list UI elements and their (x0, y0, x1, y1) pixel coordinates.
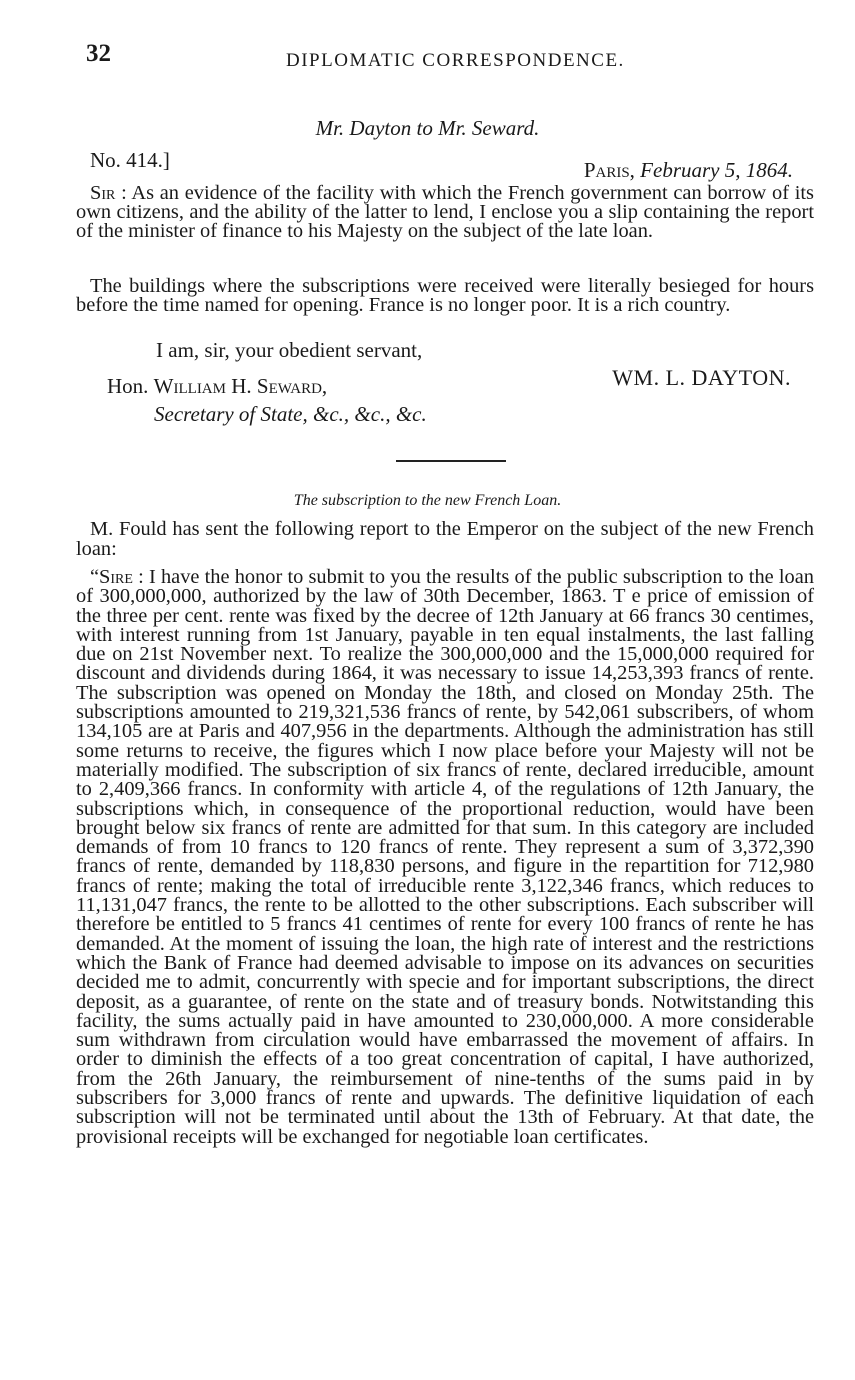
despatch-number: No. 414.] (90, 148, 170, 172)
addressee-name: William H. Seward, (153, 374, 328, 398)
section-divider (396, 460, 506, 462)
dateline (584, 158, 793, 183)
addressee (107, 374, 327, 399)
addressee-title: Secretary of State, &c., &c., &c. (154, 402, 427, 426)
salutation: Sir : (90, 182, 127, 204)
letter-paragraph-1 (76, 184, 814, 241)
enclosure-intro: M. Fould has sent the following report to the Emperor on the subject of the new French loan: (76, 518, 814, 560)
dateline-place: Paris, (583, 158, 635, 182)
letter-paragraph-1-text: As an evidence of the facility with which the French government can borrow of its own citizens, and the ability of the latter to lend, I enclose you a slip containing the report of the minister of finance to his Majesty on the subject of the late loan. (76, 182, 814, 243)
closing: I am, sir, your obedient servant, (156, 338, 423, 362)
report-salutation: “Sire : (90, 566, 144, 588)
addressee-prefix: Hon. (107, 374, 149, 398)
report-paragraph (76, 568, 814, 1147)
dateline-date: February 5, 1864. (640, 158, 793, 182)
letter-heading: Mr. Dayton to Mr. Seward. (315, 116, 540, 140)
enclosure-title: The subscription to the new French Loan. (293, 492, 562, 509)
signature: WM. L. DAYTON. (612, 365, 791, 390)
running-head: DIPLOMATIC CORRESPONDENCE. (286, 50, 625, 71)
page-number: 32 (86, 40, 111, 67)
letter-paragraph-2: The buildings where the subscriptions were received were literally besieged for hours before the time named for opening. France is no longer poor. It is a rich country. (76, 275, 814, 317)
report-body: I have the honor to submit to you the results of the public subscription to the loan of 300,000,000, authorized by the law of 30th December, 1863. T e price of emission of the three per cent. rente was fixed by the decree of 12th January at 66 francs 30 centimes, with interest running from 1st January, payable in ten equal instalments, the last falling due on 21st November next. To realize the 300,000,000 and the 15,000,000 required for discount and dividends during 1864, it was necessary to issue 14,253,393 francs of rente. The subscription was opened on Monday the 18th, and closed on Monday 25th. The subscriptions amounted to 219,321,536 francs of rente, by 542,061 subscribers, of whom 134,105 are at Paris and 407,956 in the departments. Although the administration has still some returns to receive, the figures which I now place before your Majesty will not be materially modified. The subscription of six francs of rente, declared irreducible, amount to 2,409,366 francs. In conformity with article 4, of the regulations of 12th January, the subscriptions which, in consequence of the proportional reduction, would have been brought below six francs of rente are admitted for that sum. In this category are included demands of from 10 francs to 120 francs of rente. They represent a sum of 3,372,390 francs of rente, demanded by 118,830 persons, and figure in the repartition for 712,980 francs of rente; making the total of irreducible rente 3,122,346 francs, which reduces to 11,131,047 francs, the rente to be allotted to the other subscriptions. Each subscriber will therefore be entitled to 5 francs 41 centimes of rente for every 100 francs of rente he has demanded. At the moment of issuing the loan, the high rate of interest and the restrictions which the Bank of France had deemed advisable to impose on its advances on securities decided me to admit, concurrently with specie and for important subscriptions, the direct deposit, as a guarantee, of rente on the state and of treasury bonds. Notwitstanding this facility, the sums actually paid in have amounted to 230,000,000. A more considerable sum withdrawn from circulation would have embarrassed the movement of affairs. In order to diminish the effects of a too great concentration of capital, I have authorized, from the 26th January, the reimbursement of nine-tenths of the sums paid in by subscribers for 3,000 francs of rente and upwards. The definitive liquidation of each subscription will not be terminated until about the 13th of February. At that date, the provisional receipts will be exchanged for negotiable loan certificates. (76, 566, 814, 1148)
